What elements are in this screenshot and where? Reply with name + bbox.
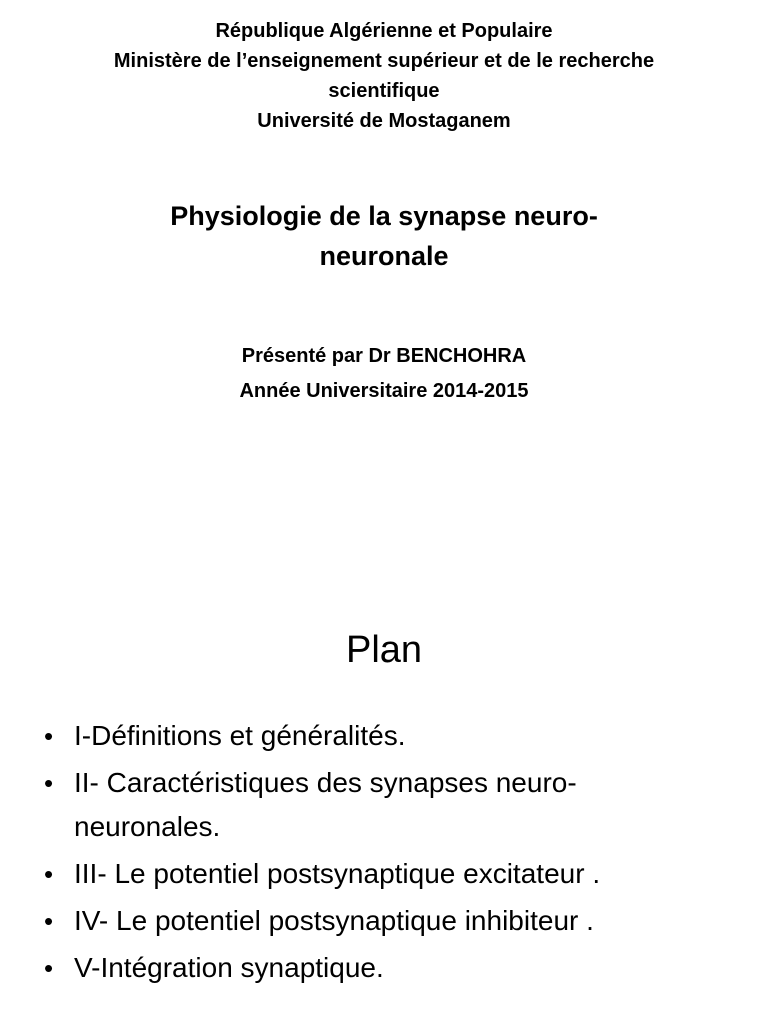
academic-year: Année Universitaire 2014-2015: [239, 380, 529, 402]
institution-header: [0, 16, 768, 136]
plan-item-text: III- Le potentiel postsynaptique excitateur .: [74, 858, 601, 889]
presenter-name: Présenté par Dr BENCHOHRA: [241, 345, 527, 367]
header-line: scientifique: [328, 80, 440, 102]
plan-title: Plan: [345, 629, 423, 671]
title-line: Physiologie de la synapse neuro-: [170, 201, 598, 231]
header-line: Ministère de l’enseignement supérieur et de le recherche: [113, 50, 655, 72]
bullet-icon: •: [44, 721, 54, 751]
bullet-icon: •: [44, 768, 54, 798]
header-line: Université de Mostaganem: [257, 110, 511, 132]
plan-item-text: II- Caractéristiques des synapses neuro-: [74, 767, 577, 798]
bullet-icon: •: [44, 859, 54, 889]
plan-list: [44, 714, 744, 993]
plan-item: [44, 852, 744, 896]
plan-slide: [0, 512, 768, 1024]
plan-item: [44, 946, 744, 990]
header-line: République Algérienne et Populaire: [215, 20, 553, 42]
bullet-icon: •: [44, 906, 54, 936]
presentation-title: [0, 196, 768, 276]
plan-item: [44, 761, 744, 849]
plan-item-text: neuronales.: [74, 811, 221, 842]
plan-item: [44, 899, 744, 943]
plan-item-text: I-Définitions et généralités.: [74, 720, 406, 751]
presenter-info: [0, 339, 768, 409]
plan-item: [44, 714, 744, 758]
title-line: neuronale: [319, 241, 449, 271]
plan-item-text: IV- Le potentiel postsynaptique inhibiteur .: [74, 905, 594, 936]
plan-item-text: V-Intégration synaptique.: [74, 952, 384, 983]
bullet-icon: •: [44, 953, 54, 983]
